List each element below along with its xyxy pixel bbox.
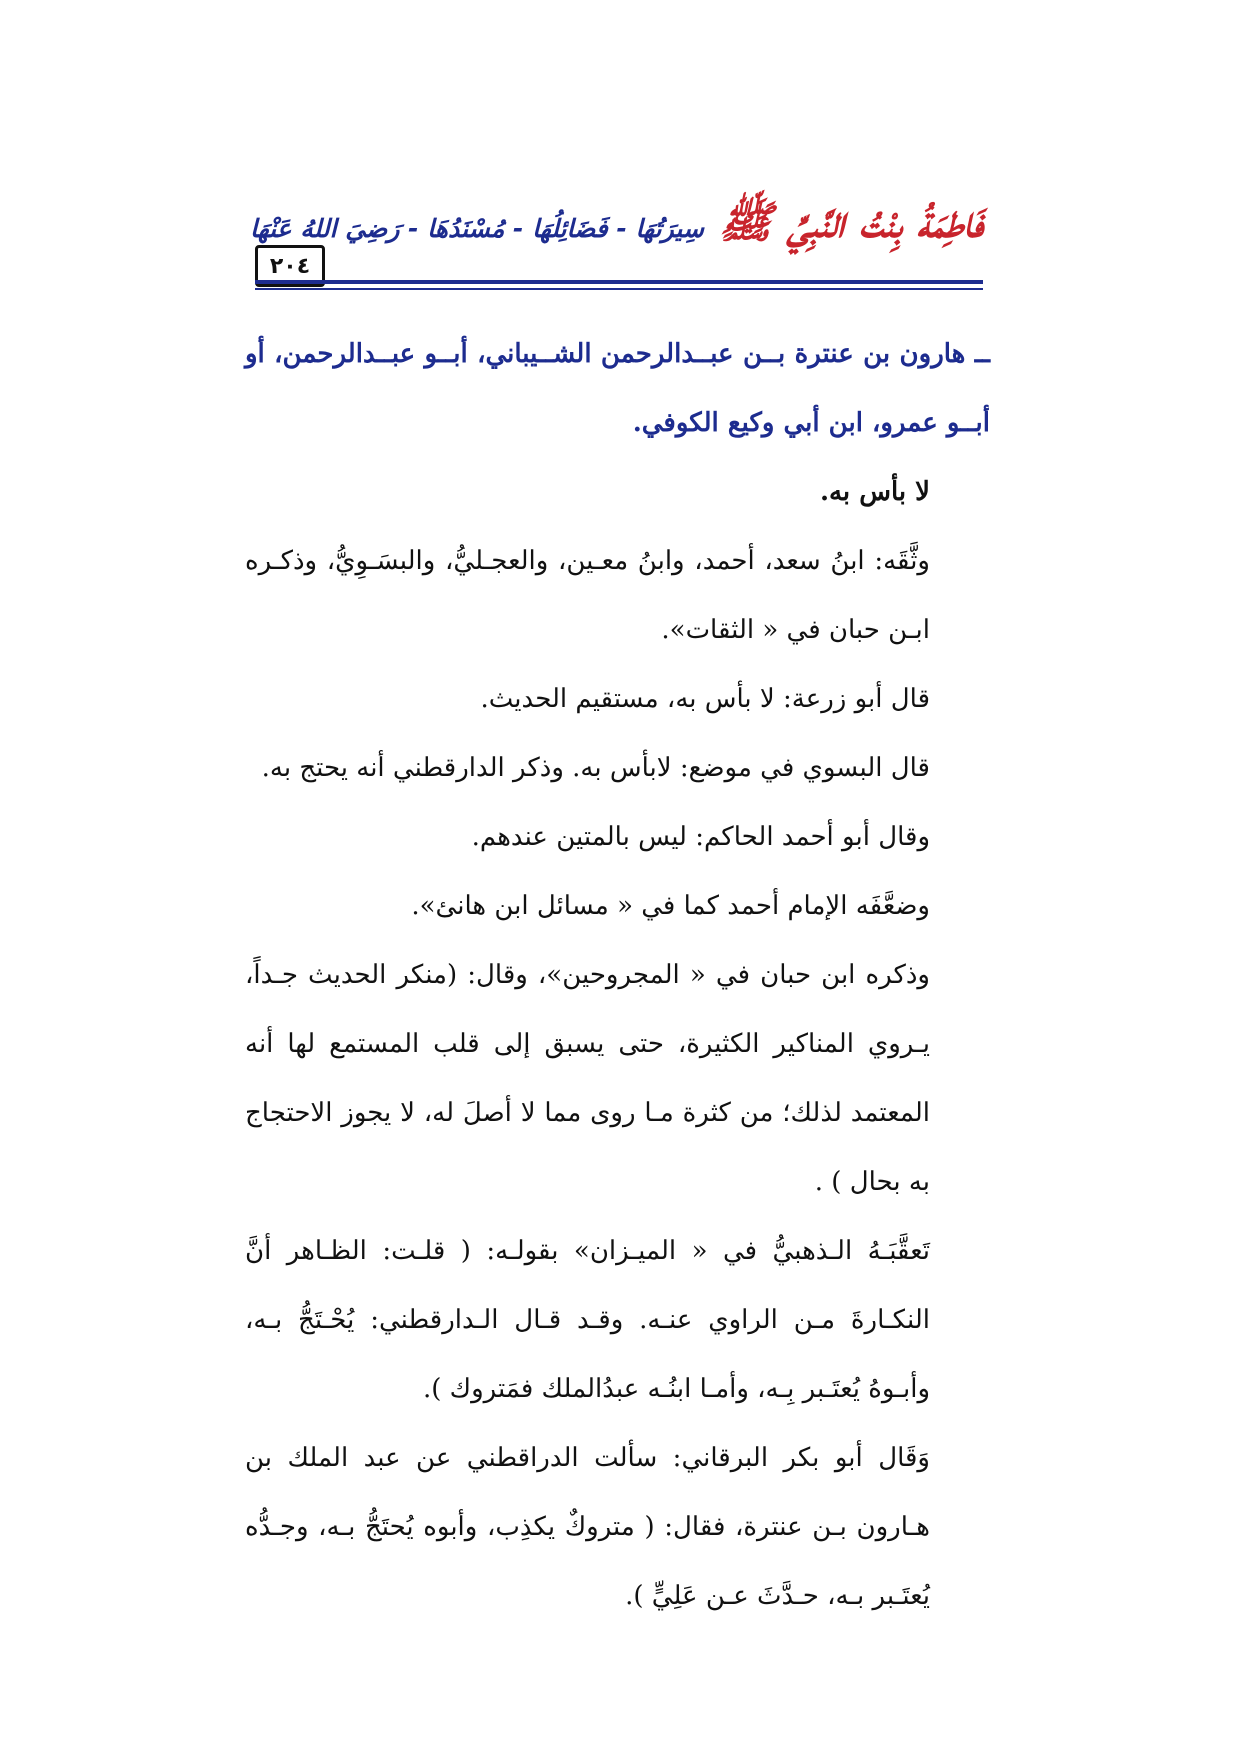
- page-body: [245, 320, 990, 1631]
- paragraph: وَقَال أبو بكر البرقاني: سألت الدراقطني عن عبد الملك بن هـارون بـن عنترة، فقال: ( متروكٌ يكذِب، وأبوه يُحتَجُّ بـه، وجـدُّه يُعتَـبر بـه، حـدَّثَ عـن عَلِيٍّ ).: [245, 1443, 930, 1611]
- verdict: لا بأس به.: [819, 477, 930, 507]
- header-rule-thin: [255, 288, 983, 290]
- book-subtitle: سِيرَتُهَا - فَضَائِلُهَا - مُسْنَدُهَا - رَضِيَ اللهُ عَنْهَا: [250, 214, 704, 243]
- narrator-entry: ــ هارون بن عنترة بــن عبــدالرحمن الشــيباني، أبــو عبــدالرحمن، أو أبــو عمرو، ابن أبي وكيع الكوفي.: [245, 339, 990, 438]
- paragraph: قال أبو زرعة: لا بأس به، مستقيم الحديث.: [480, 684, 930, 714]
- paragraph: وقال أبو أحمد الحاكم: ليس بالمتين عندهم.: [471, 822, 930, 852]
- page-header: [250, 185, 983, 285]
- paragraph: وضعَّفَه الإمام أحمد كما في « مسائل ابن هانئ».: [411, 891, 930, 921]
- book-title: فَاطِمَةُ بِنْتُ النَّبِيِّ ﷺ: [719, 197, 983, 248]
- paragraph: تَعقَّبَـهُ الـذهبيُّ في « الميـزان» بقولـه: ( قلـت: الظـاهر أنَّ النكـارةَ مـن الراوي عنـه. وقـد قـال الـدارقطني: يُحْـتَجُّ بـه، وأبـوهُ يُعتَـبر بِـه، وأمـا ابنُـه عبدُالملك فمَتروك ).: [245, 1236, 930, 1404]
- paragraph: وثَّقَه: ابنُ سعد، أحمد، وابنُ معـين، والعجـليُّ، والبسَـوِيُّ، وذكـره ابـن حبان في « الثقات».: [245, 546, 930, 645]
- header-rule-thick: [255, 280, 983, 284]
- paragraph: قال البسوي في موضع: لابأس به. وذكر الدارقطني أنه يحتج به.: [261, 753, 930, 783]
- paragraph: وذكره ابن حبان في « المجروحين»، وقال: (منكر الحديث جـداً، يـروي المناكير الكثيرة، حتى يسبق إلى قلب المستمع لها أنه المعتمد لذلك؛ من كثرة مـا روى مما لا أصلَ له، لا يجوز الاحتجاج به بحال ) .: [245, 960, 930, 1197]
- page-number: ٢٠٤: [255, 245, 325, 287]
